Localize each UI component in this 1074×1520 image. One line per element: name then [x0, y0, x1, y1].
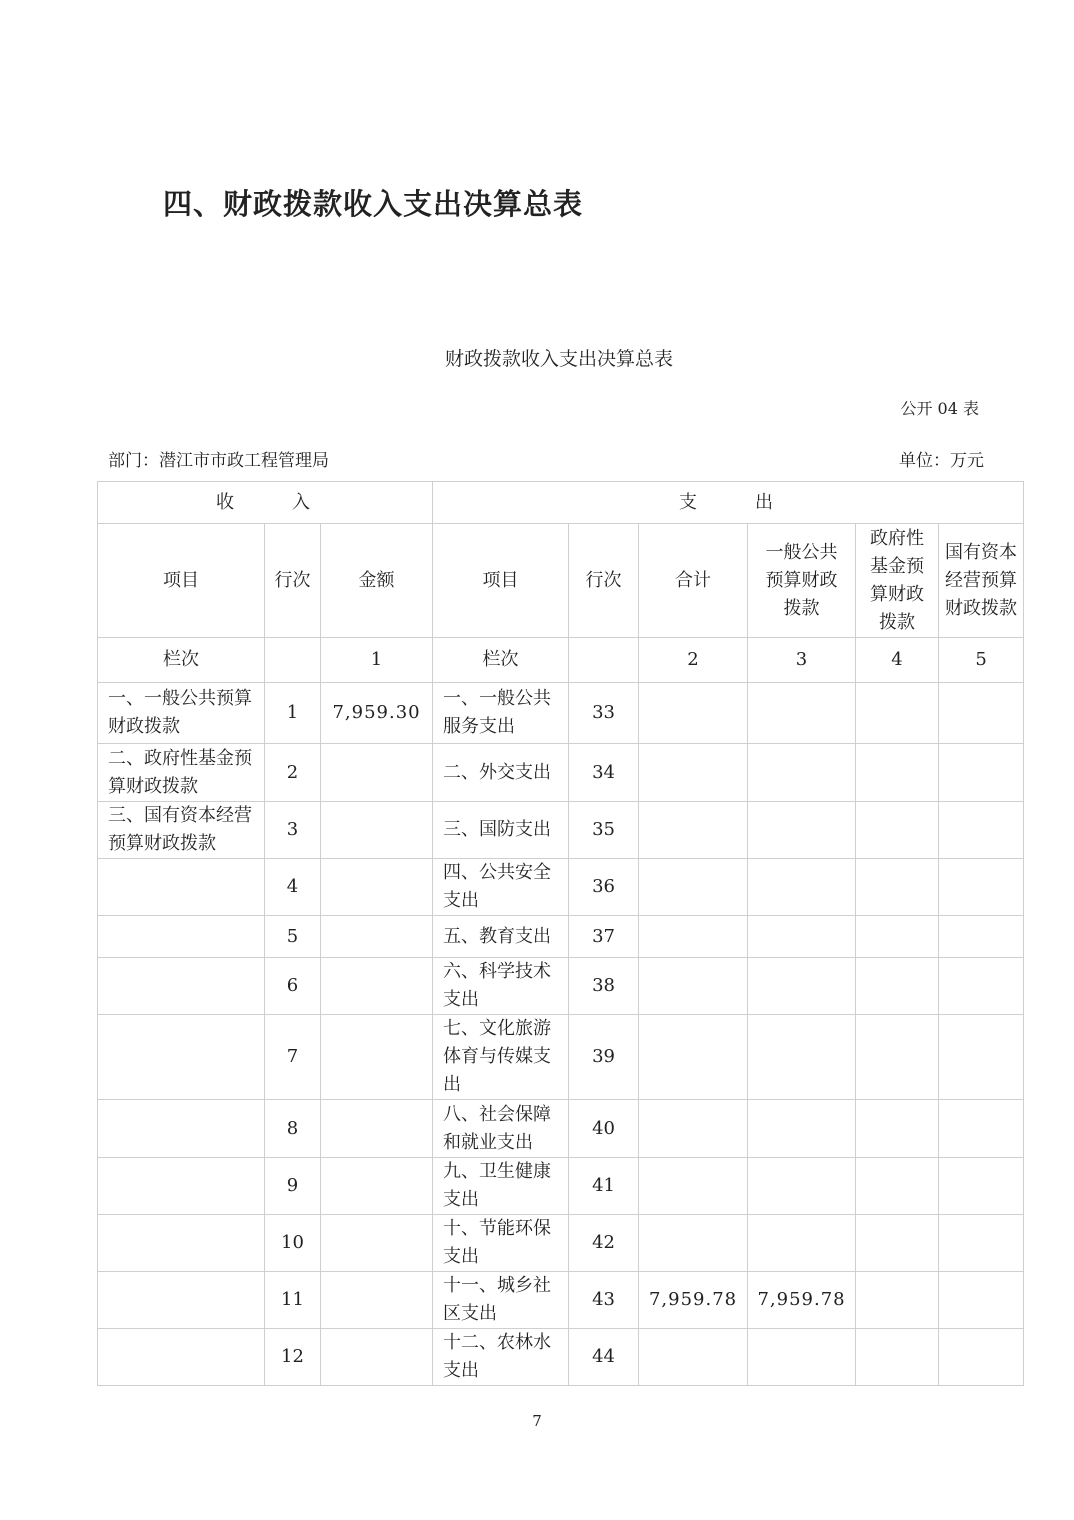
income-item-cell: 三、国有资本经营预算财政拨款: [98, 802, 265, 859]
column-header-row: [98, 524, 1024, 638]
expense-item-header: 项目: [433, 524, 569, 638]
state-capital-cell: [939, 1215, 1024, 1272]
state-capital-cell: [939, 744, 1024, 802]
form-code: 公开 04 表: [900, 399, 979, 418]
expense-item-cell: 七、文化旅游体育与传媒支出: [433, 1015, 569, 1100]
income-item-cell: [98, 1100, 265, 1158]
gov-fund-cell: [856, 802, 939, 859]
general-budget-cell: [748, 1015, 856, 1100]
general-budget-cell: [748, 1158, 856, 1215]
income-item-cell: 二、政府性基金预算财政拨款: [98, 744, 265, 802]
gov-fund-cell: [856, 859, 939, 916]
state-capital-cell: [939, 958, 1024, 1015]
page-heading: 四、财政拨款收入支出决算总表: [163, 187, 584, 221]
gov-fund-cell: [856, 958, 939, 1015]
income-amount-cell: [321, 1100, 433, 1158]
section-header-row: [98, 482, 1024, 524]
income-row-no-cell: 8: [265, 1100, 321, 1158]
expense-item-cell: 三、国防支出: [433, 802, 569, 859]
income-row-no-cell: 4: [265, 859, 321, 916]
expense-row-no-cell: 40: [569, 1100, 639, 1158]
expense-row-no-cell: 36: [569, 859, 639, 916]
expense-item-cell: 十二、农林水支出: [433, 1329, 569, 1386]
gov-fund-cell: [856, 744, 939, 802]
income-item-cell: 一、一般公共预算财政拨款: [98, 683, 265, 744]
column-index-5: 5: [939, 638, 1024, 683]
expense-item-cell: 八、社会保障和就业支出: [433, 1100, 569, 1158]
general-budget-cell: [748, 802, 856, 859]
general-budget-header: 一般公共预算财政拨款: [748, 524, 856, 638]
expense-item-cell: 五、教育支出: [433, 916, 569, 958]
gov-fund-cell: [856, 683, 939, 744]
page-number: 7: [532, 1412, 542, 1430]
expense-row-no-cell: 44: [569, 1329, 639, 1386]
expense-row-no-cell: 42: [569, 1215, 639, 1272]
income-amount-cell: [321, 1215, 433, 1272]
expense-header: 支出: [433, 482, 1024, 524]
table-row: [98, 1215, 1024, 1272]
table-row: [98, 859, 1024, 916]
income-item-cell: [98, 1329, 265, 1386]
table-row: [98, 1329, 1024, 1386]
state-capital-cell: [939, 1158, 1024, 1215]
income-row-no-cell: 10: [265, 1215, 321, 1272]
table-row: [98, 802, 1024, 859]
expense-row-no-cell: 35: [569, 802, 639, 859]
expense-item-cell: 四、公共安全支出: [433, 859, 569, 916]
general-budget-cell: [748, 1100, 856, 1158]
gov-fund-cell: [856, 1158, 939, 1215]
income-item-cell: [98, 958, 265, 1015]
income-row-no-cell: 5: [265, 916, 321, 958]
budget-table: [97, 481, 1024, 1386]
income-header: 收入: [98, 482, 433, 524]
state-capital-cell: [939, 1329, 1024, 1386]
column-index-3: 3: [748, 638, 856, 683]
gov-fund-cell: [856, 1015, 939, 1100]
department-label: 部门：潜江市市政工程管理局: [108, 451, 329, 471]
general-budget-cell: [748, 916, 856, 958]
income-amount-cell: [321, 1158, 433, 1215]
table-row: [98, 1100, 1024, 1158]
income-amount-cell: [321, 958, 433, 1015]
state-capital-cell: [939, 1100, 1024, 1158]
column-index-4: 4: [856, 638, 939, 683]
income-amount-cell: [321, 1015, 433, 1100]
income-row-no-cell: 12: [265, 1329, 321, 1386]
column-index-label-expense: 栏次: [433, 638, 569, 683]
state-capital-cell: [939, 859, 1024, 916]
income-amount-cell: 7,959.30: [321, 683, 433, 744]
column-index-label-income: 栏次: [98, 638, 265, 683]
table-row: [98, 958, 1024, 1015]
expense-item-cell: 十一、城乡社区支出: [433, 1272, 569, 1329]
total-cell: [639, 1329, 748, 1386]
table-row: [98, 683, 1024, 744]
gov-fund-cell: [856, 916, 939, 958]
expense-row-no-cell: 34: [569, 744, 639, 802]
expense-row-no-cell: 39: [569, 1015, 639, 1100]
state-capital-cell: [939, 916, 1024, 958]
table-row: [98, 1272, 1024, 1329]
total-cell: [639, 916, 748, 958]
column-index-row: [98, 638, 1024, 683]
state-capital-cell: [939, 683, 1024, 744]
income-amount-cell: [321, 859, 433, 916]
general-budget-cell: [748, 859, 856, 916]
column-index-1: 1: [321, 638, 433, 683]
income-amount-cell: [321, 916, 433, 958]
expense-row-no-cell: 41: [569, 1158, 639, 1215]
general-budget-cell: 7,959.78: [748, 1272, 856, 1329]
table-title: 财政拨款收入支出决算总表: [444, 348, 673, 370]
total-cell: [639, 802, 748, 859]
expense-row-no-cell: 33: [569, 683, 639, 744]
expense-item-cell: 一、一般公共服务支出: [433, 683, 569, 744]
expense-row-no-cell: 43: [569, 1272, 639, 1329]
expense-item-cell: 十、节能环保支出: [433, 1215, 569, 1272]
column-index-blank: [265, 638, 321, 683]
expense-item-cell: 九、卫生健康支出: [433, 1158, 569, 1215]
total-header: 合计: [639, 524, 748, 638]
income-item-cell: [98, 859, 265, 916]
income-row-no-cell: 7: [265, 1015, 321, 1100]
state-capital-cell: [939, 1272, 1024, 1329]
income-item-header: 项目: [98, 524, 265, 638]
gov-fund-cell: [856, 1100, 939, 1158]
unit-label: 单位：万元: [899, 451, 984, 471]
income-amount-cell: [321, 1272, 433, 1329]
total-cell: 7,959.78: [639, 1272, 748, 1329]
income-row-no-cell: 6: [265, 958, 321, 1015]
expense-item-cell: 二、外交支出: [433, 744, 569, 802]
state-capital-cell: [939, 802, 1024, 859]
income-amount-cell: [321, 744, 433, 802]
total-cell: [639, 1158, 748, 1215]
expense-item-cell: 六、科学技术支出: [433, 958, 569, 1015]
total-cell: [639, 744, 748, 802]
table-row: [98, 1158, 1024, 1215]
table-row: [98, 916, 1024, 958]
expense-row-no-cell: 38: [569, 958, 639, 1015]
gov-fund-header: 政府性基金预算财政拨款: [856, 524, 939, 638]
income-item-cell: [98, 1215, 265, 1272]
total-cell: [639, 859, 748, 916]
income-amount-header: 金额: [321, 524, 433, 638]
income-item-cell: [98, 1272, 265, 1329]
table-row: [98, 1015, 1024, 1100]
general-budget-cell: [748, 958, 856, 1015]
gov-fund-cell: [856, 1272, 939, 1329]
gov-fund-cell: [856, 1329, 939, 1386]
gov-fund-cell: [856, 1215, 939, 1272]
income-amount-cell: [321, 802, 433, 859]
general-budget-cell: [748, 744, 856, 802]
income-row-no-cell: 9: [265, 1158, 321, 1215]
total-cell: [639, 1015, 748, 1100]
general-budget-cell: [748, 1329, 856, 1386]
total-cell: [639, 1215, 748, 1272]
general-budget-cell: [748, 1215, 856, 1272]
income-amount-cell: [321, 1329, 433, 1386]
income-row-no-cell: 1: [265, 683, 321, 744]
state-capital-cell: [939, 1015, 1024, 1100]
income-item-cell: [98, 1158, 265, 1215]
income-item-cell: [98, 916, 265, 958]
income-row-no-header: 行次: [265, 524, 321, 638]
expense-row-no-cell: 37: [569, 916, 639, 958]
table-row: [98, 744, 1024, 802]
column-index-blank: [569, 638, 639, 683]
income-row-no-cell: 3: [265, 802, 321, 859]
total-cell: [639, 958, 748, 1015]
income-row-no-cell: 2: [265, 744, 321, 802]
column-index-2: 2: [639, 638, 748, 683]
income-row-no-cell: 11: [265, 1272, 321, 1329]
total-cell: [639, 1100, 748, 1158]
income-item-cell: [98, 1015, 265, 1100]
expense-row-no-header: 行次: [569, 524, 639, 638]
total-cell: [639, 683, 748, 744]
general-budget-cell: [748, 683, 856, 744]
state-capital-header: 国有资本经营预算财政拨款: [939, 524, 1024, 638]
